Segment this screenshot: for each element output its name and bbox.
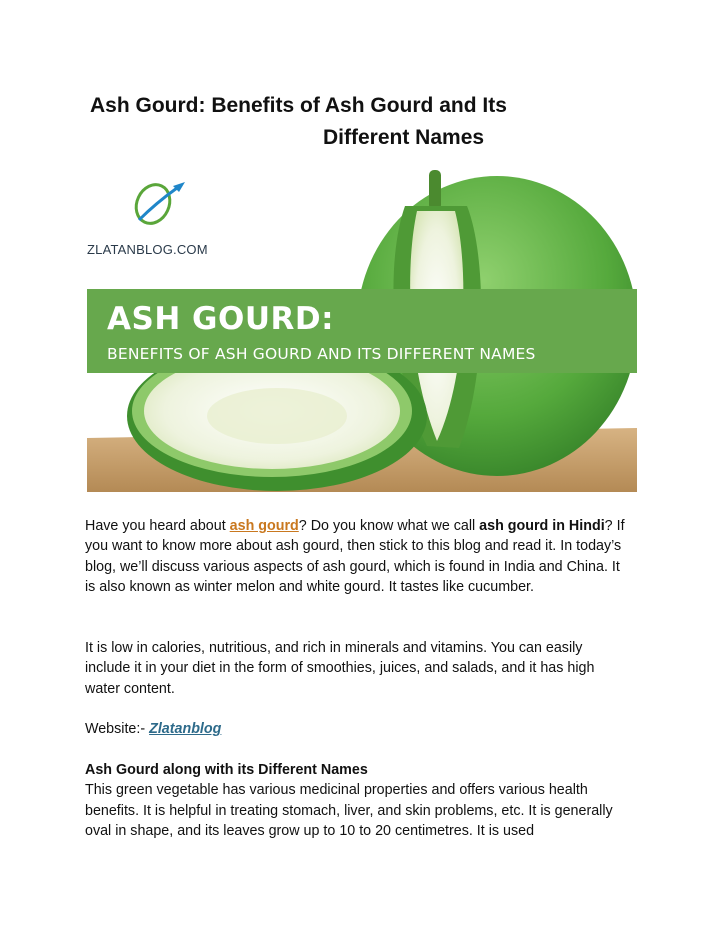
- title-line-1: Ash Gourd: Benefits of Ash Gourd and Its: [90, 94, 507, 117]
- banner-subtitle: BENEFITS OF ASH GOURD AND ITS DIFFERENT NAMES: [107, 345, 536, 363]
- section-text: This green vegetable has various medicinal properties and offers various health benefits. It is helpful in treating stomach, liver, and skin problems, etc. It is generally oval in shape, and its leaves grow up to 10 to 20 centimetres. It is used: [85, 782, 613, 839]
- hindi-bold-text: ash gourd in Hindi: [479, 518, 605, 534]
- title-banner: [87, 289, 637, 373]
- logo-globe-icon: [133, 180, 193, 236]
- website-line: [85, 719, 630, 739]
- logo-text: ZLATANBLOG.COM: [87, 242, 208, 257]
- intro-text: Have you heard about: [85, 518, 230, 534]
- names-section: [85, 760, 630, 841]
- website-label: Website:-: [85, 721, 150, 737]
- zlatanblog-logo: [87, 180, 273, 270]
- ash-gourd-link[interactable]: ash gourd: [229, 518, 299, 534]
- section-heading: Ash Gourd along with its Different Names: [85, 762, 368, 778]
- hero-image: [87, 166, 637, 492]
- nutrition-paragraph: It is low in calories, nutritious, and rich in minerals and vitamins. You can easily include it in your diet in the form of smoothies, juices, and salads, and it has high water content.: [85, 640, 595, 697]
- banner-title: ASH GOURD:: [107, 301, 335, 337]
- page-title: [90, 90, 650, 154]
- intro-paragraph: [85, 516, 630, 597]
- zlatanblog-link[interactable]: Zlatanblog: [149, 721, 222, 737]
- intro-question: ? Do you know what we call: [298, 518, 480, 534]
- intro-rest: ? If you want to know more about ash gourd, then stick to this blog and read it. In today’s blog, we’ll discuss various aspects of ash gourd, which is found in India and China. It is also known as winter melon and white gourd. It tastes like cucumber.: [85, 518, 625, 595]
- title-line-2: Different Names: [323, 126, 485, 149]
